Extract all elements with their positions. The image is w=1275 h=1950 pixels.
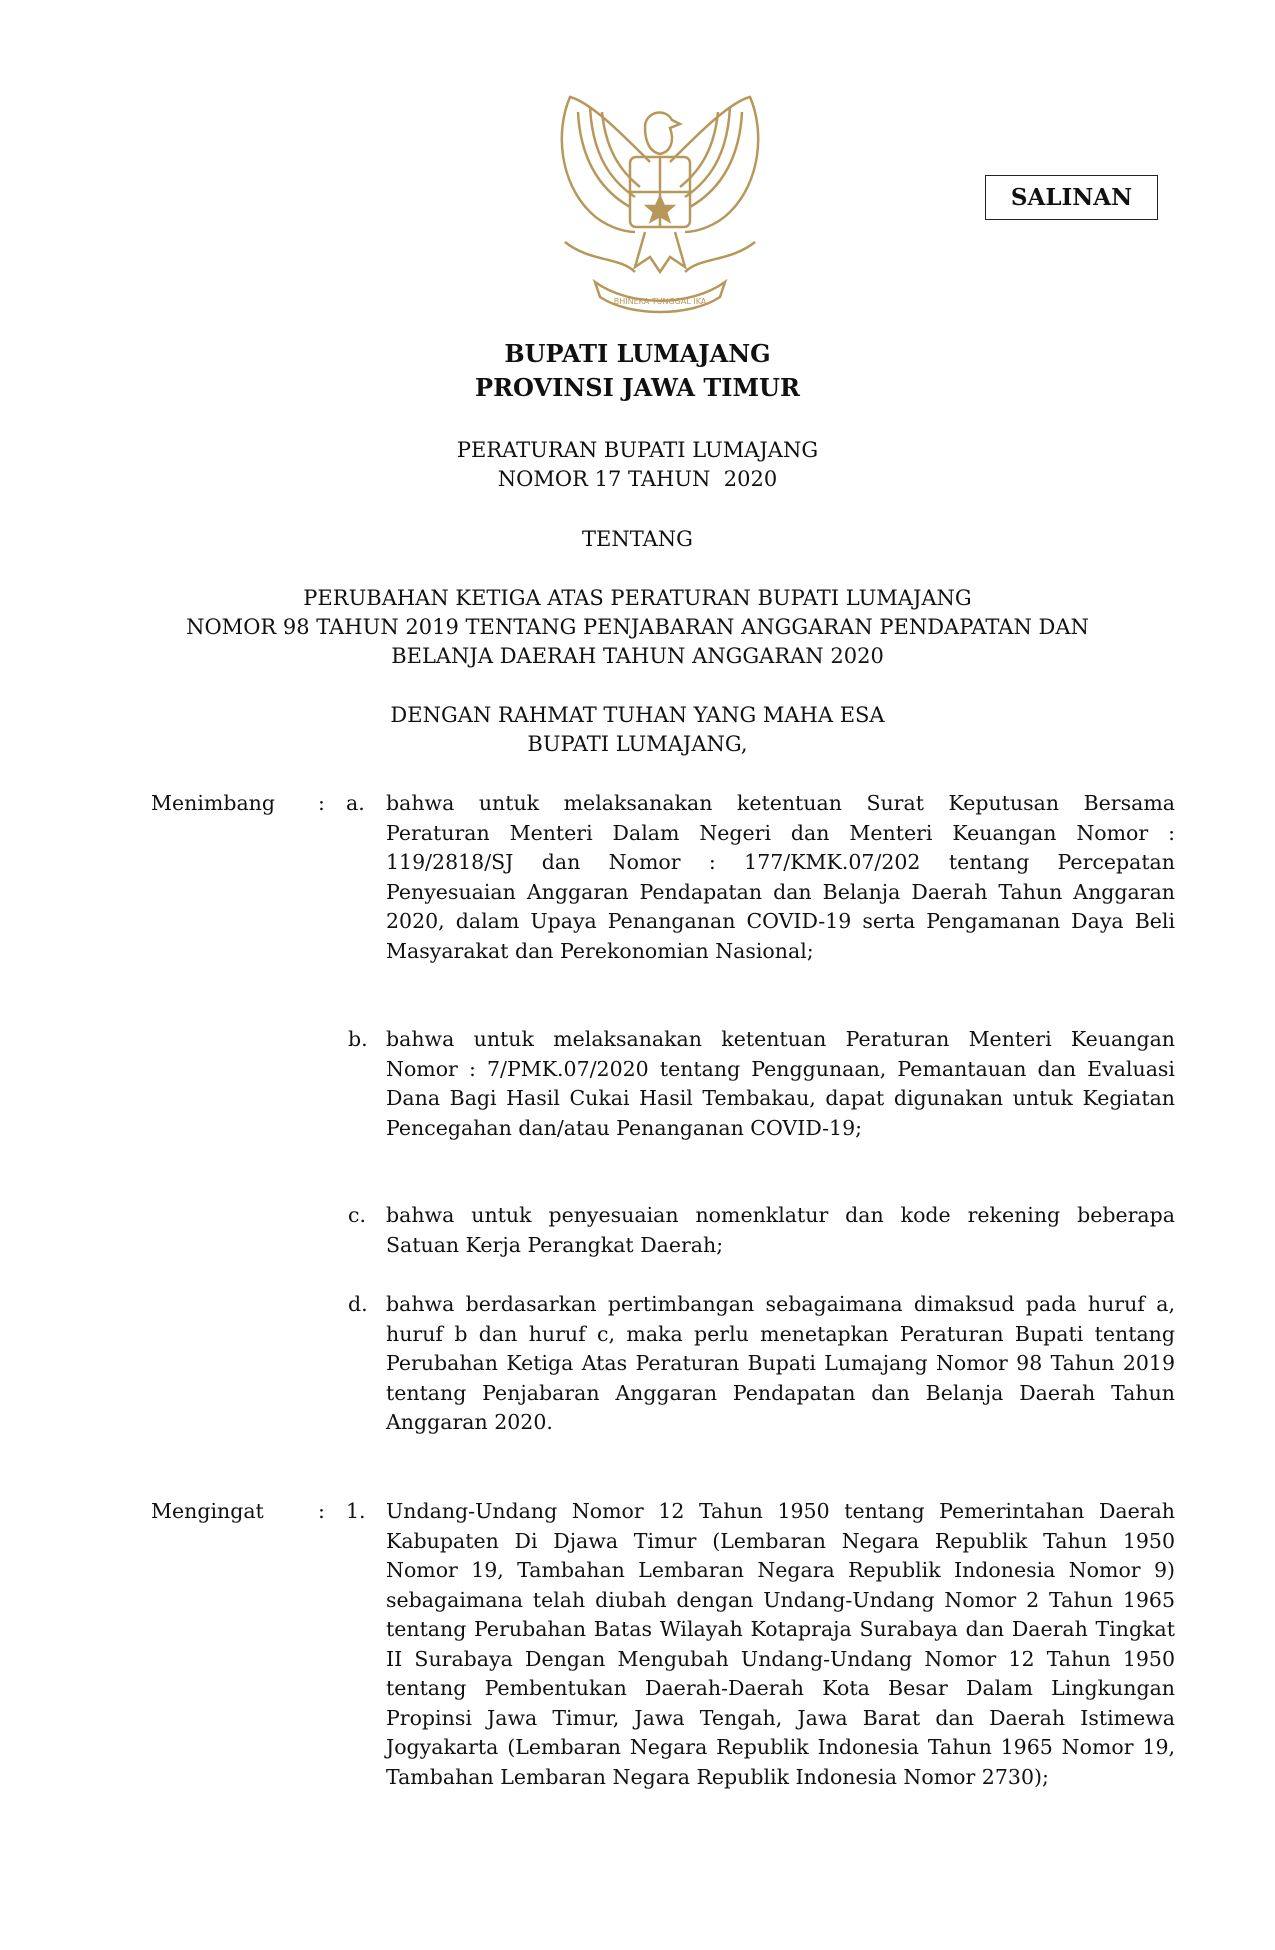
item-text: bahwa berdasarkan pertimbangan sebagaimana dimaksud pada huruf a, huruf b dan huruf c, maka perlu menetapkan Peraturan Bupati tentang Perubahan Ketiga Atas Peraturan Bupati Lumajang Nomor 98 Tahun 2019 tentang Penjabaran Anggaran Pendapatan dan Belanja Daerah Tahun Anggaran 2020. bbox=[386, 1292, 1175, 1434]
subject-line: PERUBAHAN KETIGA ATAS PERATURAN BUPATI LUMAJANG bbox=[303, 586, 972, 610]
item-text: Undang-Undang Nomor 12 Tahun 1950 tentang Pemerintahan Daerah Kabupaten Di Djawa Timur (Lembaran Negara Republik Tahun 1950 Nomor 19, Tambahan Lembaran Negara Republik Indonesia Nomor 9) sebagaimana telah diubah dengan Undang-Undang Nomor 2 Tahun 1965 tentang Perubahan Batas Wilayah Kotapraja Surabaya dan Daerah Tingkat II Surabaya Dengan Mengubah Undang-Undang Nomor 12 Tahun 1950 tentang Pembentukan Daerah-Daerah Kota Besar Dalam Lingkungan Propinsi Jawa Timur, Jawa Tengah, Jawa Barat dan Daerah Istimewa Jogyakarta (Lembaran Negara Republik Indonesia Tahun 1965 Nomor 19, Tambahan Lembaran Negara Republik Indonesia Nomor 2730); bbox=[386, 1499, 1175, 1789]
colon: : bbox=[318, 791, 325, 815]
header-title: BUPATI LUMAJANG bbox=[504, 339, 771, 368]
item-text: bahwa untuk melaksanakan ketentuan Peraturan Menteri Keuangan Nomor : 7/PMK.07/2020 tentang Penggunaan, Pemantauan dan Evaluasi Dana Bagi Hasil Cukai Hasil Tembakau, dapat digunakan untuk Kegiatan Pencegahan dan/atau Penanganan COVID-19; bbox=[386, 1027, 1175, 1140]
item-marker: c. bbox=[348, 1203, 366, 1227]
regulation-title: PERATURAN BUPATI LUMAJANG bbox=[456, 438, 819, 462]
item-marker: b. bbox=[348, 1027, 368, 1051]
mengingat-label: Mengingat bbox=[151, 1499, 264, 1523]
regulation-number: NOMOR 17 TAHUN 2020 bbox=[497, 467, 778, 491]
colon: : bbox=[318, 1499, 325, 1523]
subject-line: BELANJA DAERAH TAHUN ANGGARAN 2020 bbox=[391, 644, 884, 668]
item-text: bahwa untuk melaksanakan ketentuan Surat Keputusan Bersama Peraturan Menteri Dalam Negeri dan Menteri Keuangan Nomor : 119/2818/SJ dan Nomor : 177/KMK.07/202 tentang Percepatan Penyesuaian Anggaran Pendapatan dan Belanja Daerah Tahun Anggaran 2020, dalam Upaya Penanganan COVID-19 serta Pengamanan Daya Beli Masyarakat dan Perekonomian Nasional; bbox=[386, 791, 1175, 963]
item-marker: d. bbox=[348, 1292, 368, 1316]
garuda-emblem-icon bbox=[550, 92, 770, 332]
header-province: PROVINSI JAWA TIMUR bbox=[475, 373, 800, 402]
item-text: bahwa untuk penyesuaian nomenklatur dan kode rekening beberapa Satuan Kerja Perangkat Daerah; bbox=[386, 1203, 1175, 1257]
subject-line: NOMOR 98 TAHUN 2019 TENTANG PENJABARAN ANGGARAN PENDAPATAN DAN bbox=[186, 615, 1089, 639]
about-heading: TENTANG bbox=[582, 527, 693, 551]
menimbang-label: Menimbang bbox=[151, 791, 275, 815]
preamble-line: BUPATI LUMAJANG, bbox=[527, 732, 748, 756]
item-marker: a. bbox=[346, 791, 365, 815]
item-marker: 1. bbox=[346, 1499, 366, 1523]
preamble-line: DENGAN RAHMAT TUHAN YANG MAHA ESA bbox=[390, 703, 885, 727]
copy-stamp: SALINAN bbox=[985, 175, 1158, 220]
emblem-motto: BHINEKA TUNGGAL IKA bbox=[613, 297, 707, 306]
